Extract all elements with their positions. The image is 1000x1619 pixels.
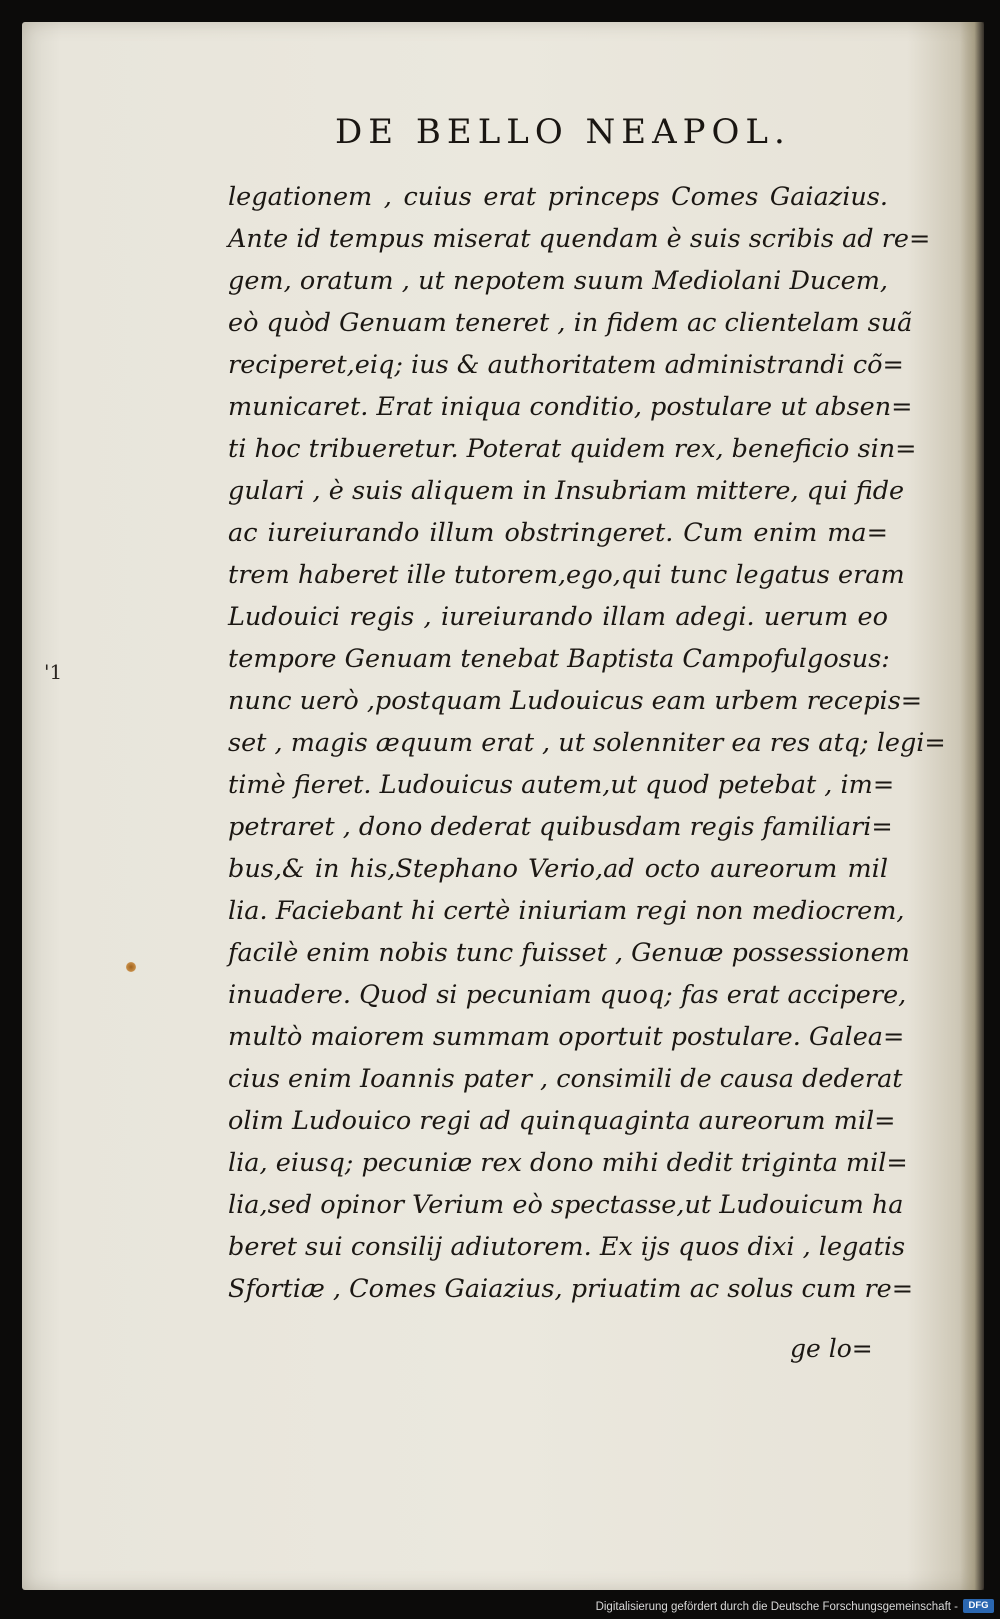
text-line: lia. Faciebant hi certè iniuriam regi non mediocrem, [228,896,905,926]
text-line: inuadere. Quod si pecuniam quoq; fas erat accipere, [228,980,907,1010]
catchword: ge lo= [790,1334,873,1363]
text-line: gulari , è suis aliquem in Insubriam mittere, qui fide [228,476,905,506]
text-line: reciperet,eiq; ius & authoritatem administrandi cõ= [228,350,904,380]
text-line: eò quòd Genuam teneret , in fidem ac clientelam suã [228,308,913,338]
text-line: multò maiorem summam oportuit postulare. Galea= [228,1022,905,1052]
text-line: set , magis æquum erat , ut solenniter ea res atq; legi= [228,728,946,758]
text-line: municaret. Erat iniqua conditio, postulare ut absen= [228,392,913,422]
text-line: lia, eiusq; pecuniæ rex dono mihi dedit triginta mil= [228,1148,908,1178]
text-line: ti hoc tribueretur. Poterat quidem rex, beneficio sin= [228,434,917,464]
text-line: bus,& in his,Stephano Verio,ad octo aureorum mil [228,854,888,884]
paper-stain [126,962,136,972]
funding-credit: Digitalisierung gefördert durch die Deutsche Forschungsgemeinschaft - [595,1601,958,1613]
text-line: Ante id tempus miserat quendam è suis scribis ad re= [228,224,931,254]
text-line: tempore Genuam tenebat Baptista Campofulgosus: [228,644,890,674]
text-line: timè fieret. Ludouicus autem,ut quod petebat , im= [228,770,895,800]
text-line: Ludouici regis , iureiurando illam adegi. uerum eo [228,602,888,632]
page-edge-shadow [960,22,984,1590]
text-line: beret sui consilij adiutorem. Ex ijs quos dixi , legatis [228,1232,906,1262]
text-line: trem haberet ille tutorem,ego,qui tunc legatus eram [228,560,905,590]
margin-mark: '1 [44,660,63,684]
text-line: ac iureiurando illum obstringeret. Cum enim ma= [228,518,888,548]
text-line: Sfortiæ , Comes Gaiazius, priuatim ac solus cum re= [228,1274,914,1304]
text-line: olim Ludouico regi ad quinquaginta aureorum mil= [228,1106,896,1136]
text-line: facilè enim nobis tunc fuisset , Genuæ possessionem [228,938,910,968]
dfg-logo: DFG [963,1599,994,1613]
text-line: gem, oratum , ut nepotem suum Mediolani Ducem, [228,266,888,296]
text-line: lia,sed opinor Verium eò spectasse,ut Ludouicum ha [228,1190,904,1220]
text-line: cius enim Ioannis pater , consimili de causa dederat [228,1064,903,1094]
running-head: DE BELLO NEAPOL. [335,112,791,152]
text-line: legationem , cuius erat princeps Comes Gaiazius. [228,182,888,212]
text-line: nunc uerò ,postquam Ludouicus eam urbem recepis= [228,686,923,716]
footer-strip [0,1591,1000,1619]
text-line: petraret , dono dederat quibusdam regis familiari= [228,812,893,842]
body-text [228,176,946,1310]
